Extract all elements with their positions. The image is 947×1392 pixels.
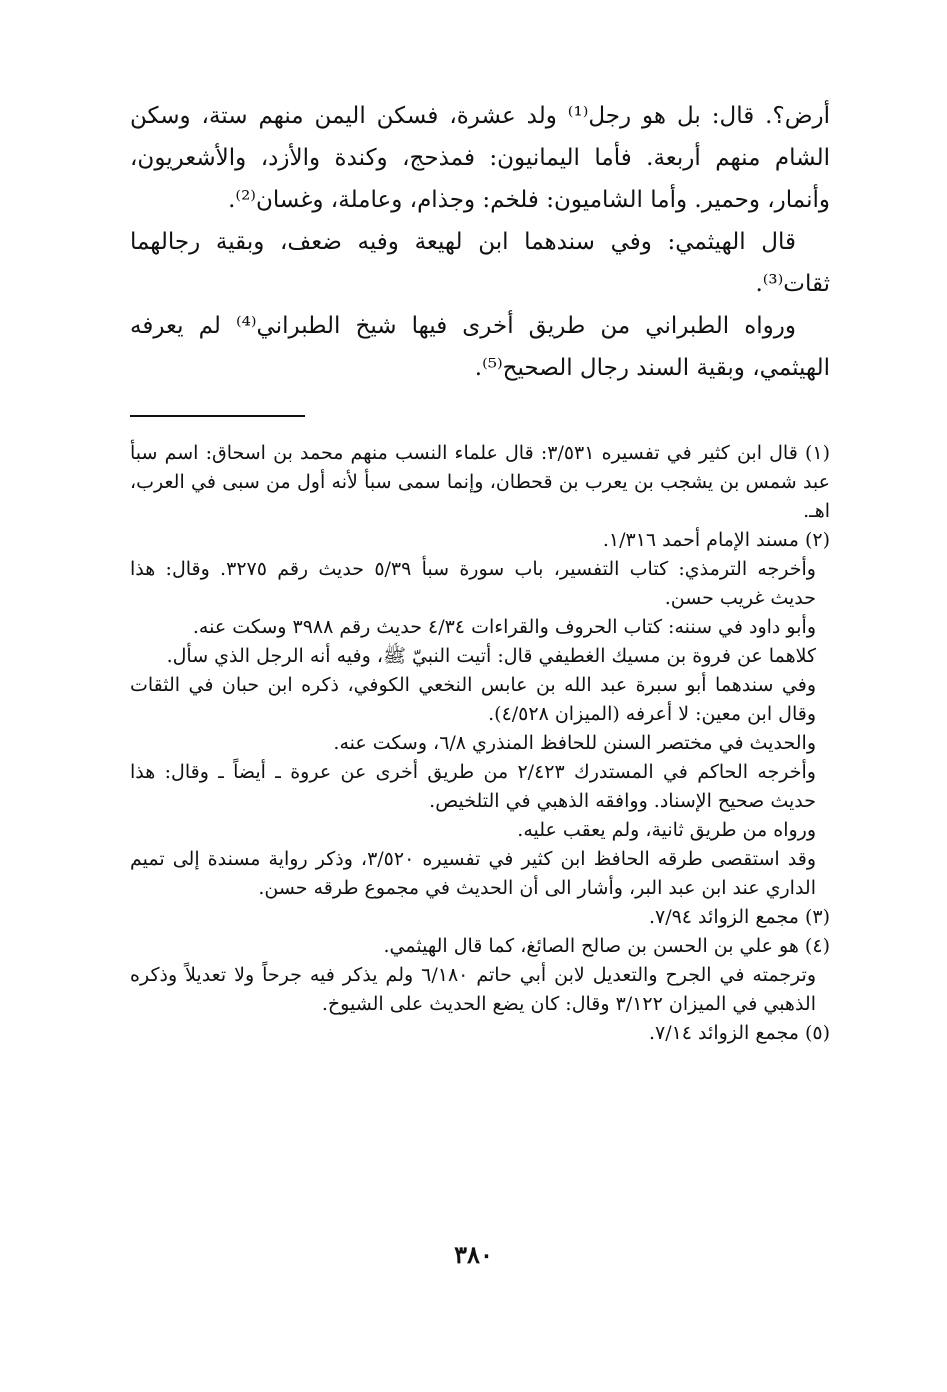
footnote-2-cont-7: ورواه من طريق ثانية، ولم يعقب عليه.: [517, 819, 816, 841]
footnotes: [130, 439, 830, 1048]
footnote-1: (١) قال ابن كثير في تفسيره ٣/٥٣١: قال علماء النسب منهم محمد بن اسحاق: اسم سبأ عبد شمس بن يشجب بن يعرب بن قحطان، وإنما سمى سبأ لأنه أول من سبى في العرب، اهـ.: [130, 442, 831, 522]
footnote-2-cont-1: وأخرجه الترمذي: كتاب التفسير، باب سورة سبأ ٥/٣٩ حديث رقم ٣٢٧٥. وقال: هذا حديث غريب حسن.: [130, 558, 816, 609]
footnote-2-cont-3: كلاهما عن فروة بن مسيك الغطيفي قال: أتيت النبيّ ﷺ، وفيه أنه الرجل الذي سأل.: [166, 645, 816, 667]
footnote-2-cont-4: وفي سندهما أبو سبرة عبد الله بن عابس النخعي الكوفي، ذكره ابن حبان في الثقات وقال ابن معين: لا أعرفه (الميزان ٤/٥٢٨).: [130, 674, 816, 725]
footnote-5: (٥) مجمع الزوائد ٧/١٤.: [648, 1022, 830, 1044]
footnote-2-cont-8: وقد استقصى طرقه الحافظ ابن كثير في تفسيره ٣/٥٢٠، وذكر رواية مسندة إلى تميم الداري عند ابن عبد البر، وأشار الى أن الحديث في مجموع طرقه حسن.: [130, 848, 816, 899]
paragraph-2: قال الهيثمي: وفي سندهما ابن لهيعة وفيه ضعف، وبقية رجالهما ثقات⁽³⁾.: [130, 229, 830, 297]
footnote-2-cont-5: والحديث في مختصر السنن للحافظ المنذري ٦/٨، وسكت عنه.: [333, 732, 816, 754]
footnote-divider: [130, 415, 305, 417]
footnote-4: (٤) هو علي بن الحسن بن صالح الصائغ، كما قال الهيثمي.: [383, 935, 830, 957]
main-text: [130, 95, 830, 389]
page-content: [130, 95, 830, 1048]
footnote-4-cont-1: وترجمته في الجرح والتعديل لابن أبي حاتم ٦/١٨٠ ولم يذكر فيه جرحاً ولا تعديلاً وذكره الذهبي في الميزان ٣/١٢٢ وقال: كان يضع الحديث على الشيوخ.: [130, 964, 817, 1015]
page-number: ٣٨٠: [454, 1240, 493, 1269]
footnote-2-cont-2: وأبو داود في سننه: كتاب الحروف والقراءات ٤/٣٤ حديث رقم ٣٩٨٨ وسكت عنه.: [192, 616, 816, 638]
footnote-2-cont-6: وأخرجه الحاكم في المستدرك ٢/٤٢٣ من طريق أخرى عن عروة ـ أيضاً ـ وقال: هذا حديث صحيح الإسناد. ووافقه الذهبي في التلخيص.: [130, 761, 816, 812]
footnote-2: (٢) مسند الإمام أحمد ١/٣١٦.: [602, 529, 830, 551]
paragraph-1: أرض؟. قال: بل هو رجل⁽¹⁾ ولد عشرة، فسكن اليمن منهم ستة، وسكن الشام منهم أربعة. فأما اليمانيون: فمذحج، وكندة والأزد، والأشعريون، وأنمار، وحمير. وأما الشاميون: فلخم: وجذام، وعاملة، وغسان⁽²⁾.: [130, 103, 830, 213]
footnote-3: (٣) مجمع الزوائد ٧/٩٤.: [648, 906, 830, 928]
paragraph-3: ورواه الطبراني من طريق أخرى فيها شيخ الطبراني⁽⁴⁾ لم يعرفه الهيثمي، وبقية السند رجال الصحيح⁽⁵⁾.: [130, 313, 830, 381]
